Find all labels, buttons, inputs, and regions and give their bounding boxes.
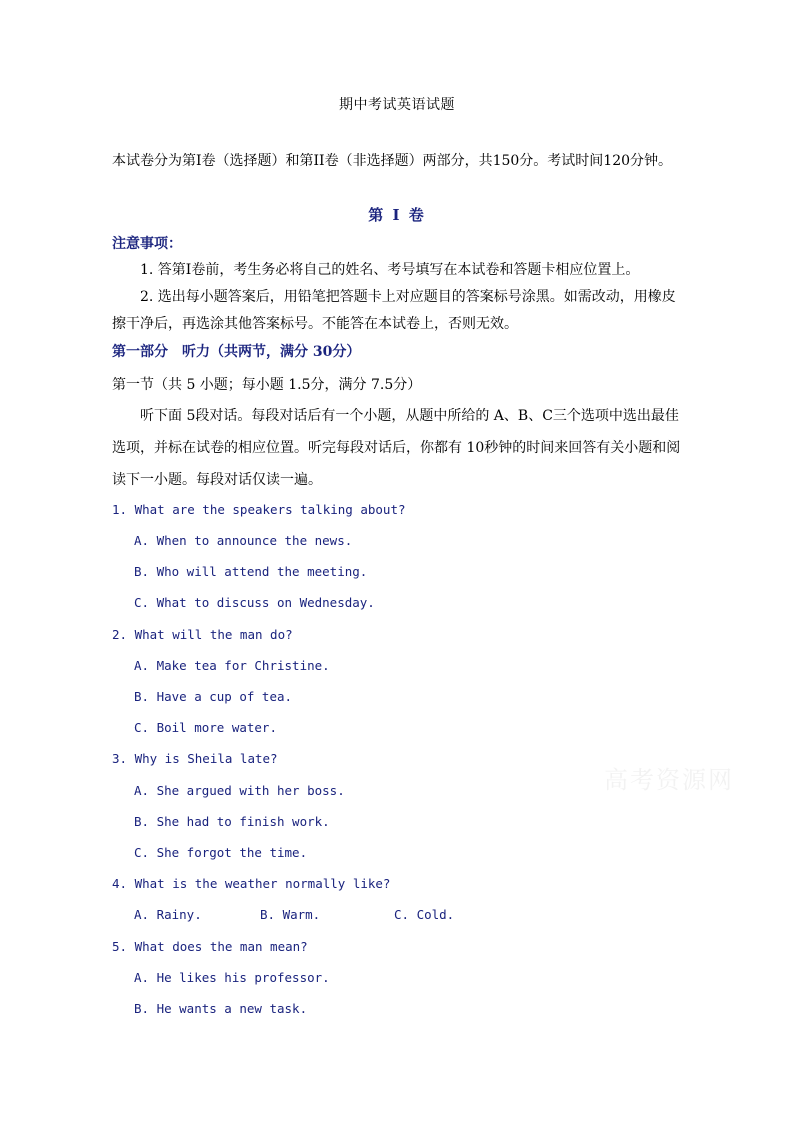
question-4: 4. What is the weather normally like?: [112, 876, 391, 891]
notice-item-text: 1. 答第Ⅰ卷前，考生务必将自己的姓名、考号填写在本试卷和答题卡相应位置上。: [140, 262, 640, 278]
question-5: 5. What does the man mean?: [112, 939, 308, 954]
question-2-option-b: B. Have a cup of tea.: [134, 689, 293, 704]
question-2-option-c: C. Boil more water.: [134, 720, 277, 735]
page-title: 期中考试英语试题: [339, 97, 455, 113]
watermark: 高考资源网: [604, 766, 734, 794]
part-heading: 第一部分 听力（共两节，满分 30分）: [112, 344, 361, 360]
question-1-option-b: B. Who will attend the meeting.: [134, 564, 368, 579]
notice-heading: 注意事项：: [112, 236, 182, 252]
question-5-option-b: B. He wants a new task.: [134, 1001, 308, 1016]
question-4-option-b: B. Warm.: [260, 907, 321, 922]
question-3-option-a: A. She argued with her boss.: [134, 783, 345, 798]
notice-item-2: [112, 284, 684, 338]
question-5-option-a: A. He likes his professor.: [134, 970, 330, 985]
question-3-option-b: B. She had to finish work.: [134, 814, 330, 829]
question-3: 3. Why is Sheila late?: [112, 751, 278, 766]
notice-item-1: [112, 257, 684, 284]
question-2: 2. What will the man do?: [112, 627, 293, 642]
question-2-option-a: A. Make tea for Christine.: [134, 658, 330, 673]
question-1-option-a: A. When to announce the news.: [134, 533, 353, 548]
question-4-option-c: C. Cold.: [394, 907, 455, 922]
question-4-option-a: A. Rainy.: [134, 907, 202, 922]
section-heading: 第 I 卷: [368, 206, 426, 224]
question-3-option-c: C. She forgot the time.: [134, 845, 308, 860]
notice-item-text: 2. 选出每小题答案后，用铅笔把答题卡上对应题目的答案标号涂黑。如需改动，用橡皮擦干净后，再选涂其他答案标号。不能答在本试卷上，否则无效。: [112, 289, 676, 332]
subsection-heading: 第一节（共 5 小题；每小题 1.5分，满分 7.5分）: [112, 377, 422, 393]
question-1: 1. What are the speakers talking about?: [112, 502, 406, 517]
question-1-option-c: C. What to discuss on Wednesday.: [134, 595, 375, 610]
exam-intro: 本试卷分为第Ⅰ卷（选择题）和第II卷（非选择题）两部分，共150分。考试时间120分钟。: [112, 153, 673, 169]
listening-directions: 听下面 5段对话。每段对话后有一个小题，从题中所给的 A、B、C三个选项中选出最佳选项，并标在试卷的相应位置。听完每段对话后，你都有 10秒钟的时间来回答有关小题和阅读下一小题。每段对话仅读一遍。: [112, 408, 681, 488]
